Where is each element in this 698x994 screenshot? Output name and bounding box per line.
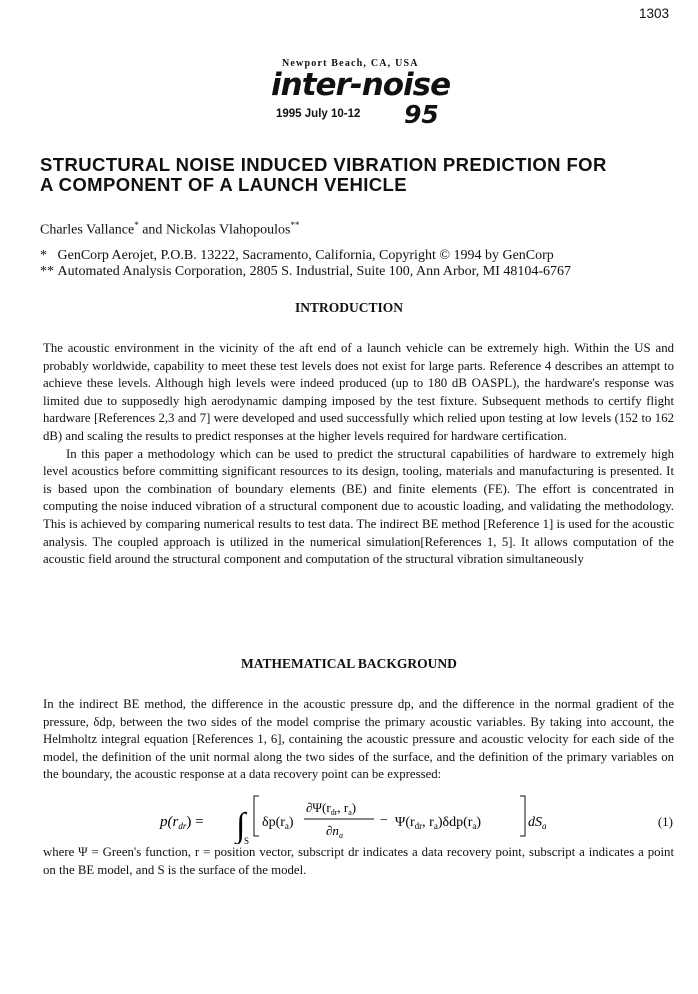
affiliation-2-mark: ** [40, 264, 54, 279]
introduction-paragraph-1: The acoustic environment in the vicinity of the aft end of a launch vehicle can be extremely high. Within the US and probably worldwide, capability to meet these test levels does not exist for large parts. Reference 4 describes an attempt to achieve these levels. Although high levels were indeed produced (up to 180 dB OASPL), the hardware's response was limited due to supposedly high aerodynamic damping imposed by the test fixture. Subsequent methods to certify flight hardware [References 2,3 and 7] were developed and used successfully which relied upon testing at low levels (152 to 162 dB) and scaling the results to predict responses at the higher levels required for hardware certification. [43, 341, 674, 443]
eq-minus: − [380, 813, 388, 828]
author-2-mark: ** [290, 220, 300, 230]
introduction-heading: INTRODUCTION [294, 300, 403, 315]
eq-fraction-numerator: $\partial\Psi(r_{dr}$, $r_a$) [306, 800, 357, 817]
math-paragraph-2: where Ψ = Green's function, r = position vector, subscript dr indicates a data recovery point, subscript a indicates a point on the BE model, and S is the surface of the model. [43, 845, 674, 877]
page-number: 1303 [638, 6, 669, 21]
affiliation-1-text: GenCorp Aerojet, P.O.B. 13222, Sacramento, California, Copyright © 1994 by GenCorp [57, 248, 554, 263]
equation-1 [40, 792, 675, 844]
affiliation-2 [40, 264, 571, 280]
conference-dates: 1995 July 10-12 [276, 108, 361, 120]
eq-measure: $dS_a$ [528, 815, 547, 831]
right-bracket [520, 796, 525, 836]
author-1: Charles Vallance [40, 222, 135, 238]
eq-lhs: $p(r_{dr})$ = [160, 814, 204, 831]
paper-title [40, 155, 660, 195]
integral-lower-limit: S [244, 836, 250, 844]
introduction-body [43, 340, 674, 569]
eq-term1: $\delta p(r_a)$ [262, 815, 294, 831]
paper-title-line1: STRUCTURAL NOISE INDUCED VIBRATION PREDICTION FOR [40, 154, 607, 175]
equation-number: (1) [657, 814, 673, 829]
math-paragraph-1: In the indirect BE method, the difference in the acoustic pressure dp, and the difference in the normal gradient of the pressure, δdp, between the two sides of the model comprise the primary acoustic variables. By taking into account, the Helmholtz integral equation [References 1, 6], containing the acoustic pressure and acoustic velocity for each side of the model, the definition of the unit normal along the two sides of the surface, and the definition of the primary variables on the boundary, the acoustic response at a data recovery point can be expressed: [43, 697, 674, 782]
affiliation-2-text: Automated Analysis Corporation, 2805 S. Industrial, Suite 100, Ann Arbor, MI 48104-6767 [57, 264, 572, 279]
conference-location: Newport Beach, CA, USA [282, 58, 419, 69]
author-2: Nickolas Vlahopoulos [165, 222, 291, 238]
eq-fraction-denominator: $\partial n_a$ [326, 823, 343, 840]
author-connector: and [138, 222, 166, 238]
conference-logo: inter-noise [271, 67, 451, 103]
affiliation-1 [40, 248, 554, 264]
affiliation-1-mark: * [40, 248, 47, 263]
authors [40, 220, 300, 239]
author-1-mark: * [134, 220, 139, 230]
paper-title-line2: A COMPONENT OF A LAUNCH VEHICLE [40, 174, 407, 195]
conference-year: 95 [404, 100, 439, 129]
eq-term2: $\Psi(r_{dr}$, $r_a)\delta dp(r_a)$ [395, 815, 482, 831]
math-body-continued [43, 844, 674, 879]
left-bracket [254, 796, 259, 836]
equation-graphic [40, 792, 640, 844]
math-heading: MATHEMATICAL BACKGROUND [241, 656, 457, 671]
math-body [43, 696, 674, 784]
introduction-paragraph-2: In this paper a methodology which can be used to predict the structural capabilities of hardware to extremely high level acoustics before committing significant resources to its design, tooling, materials and manufacturing is presented. It is based upon the combination of boundary elements (BE) and finite elements (FE). The effort is concentrated in computing the noise induced vibration of a structural component due to acoustic loading, and validating the methodology. This is achieved by comparing numerical results to test data. The indirect BE method [Reference 1] is used for the acoustic analysis. The coupled approach is utilized in the numerical simulation[References 1, 5]. It allows computation of the acoustic field around the structural component and computation of the structural vibration simultaneously [43, 446, 674, 567]
integral-sign: ∫ [236, 807, 246, 844]
